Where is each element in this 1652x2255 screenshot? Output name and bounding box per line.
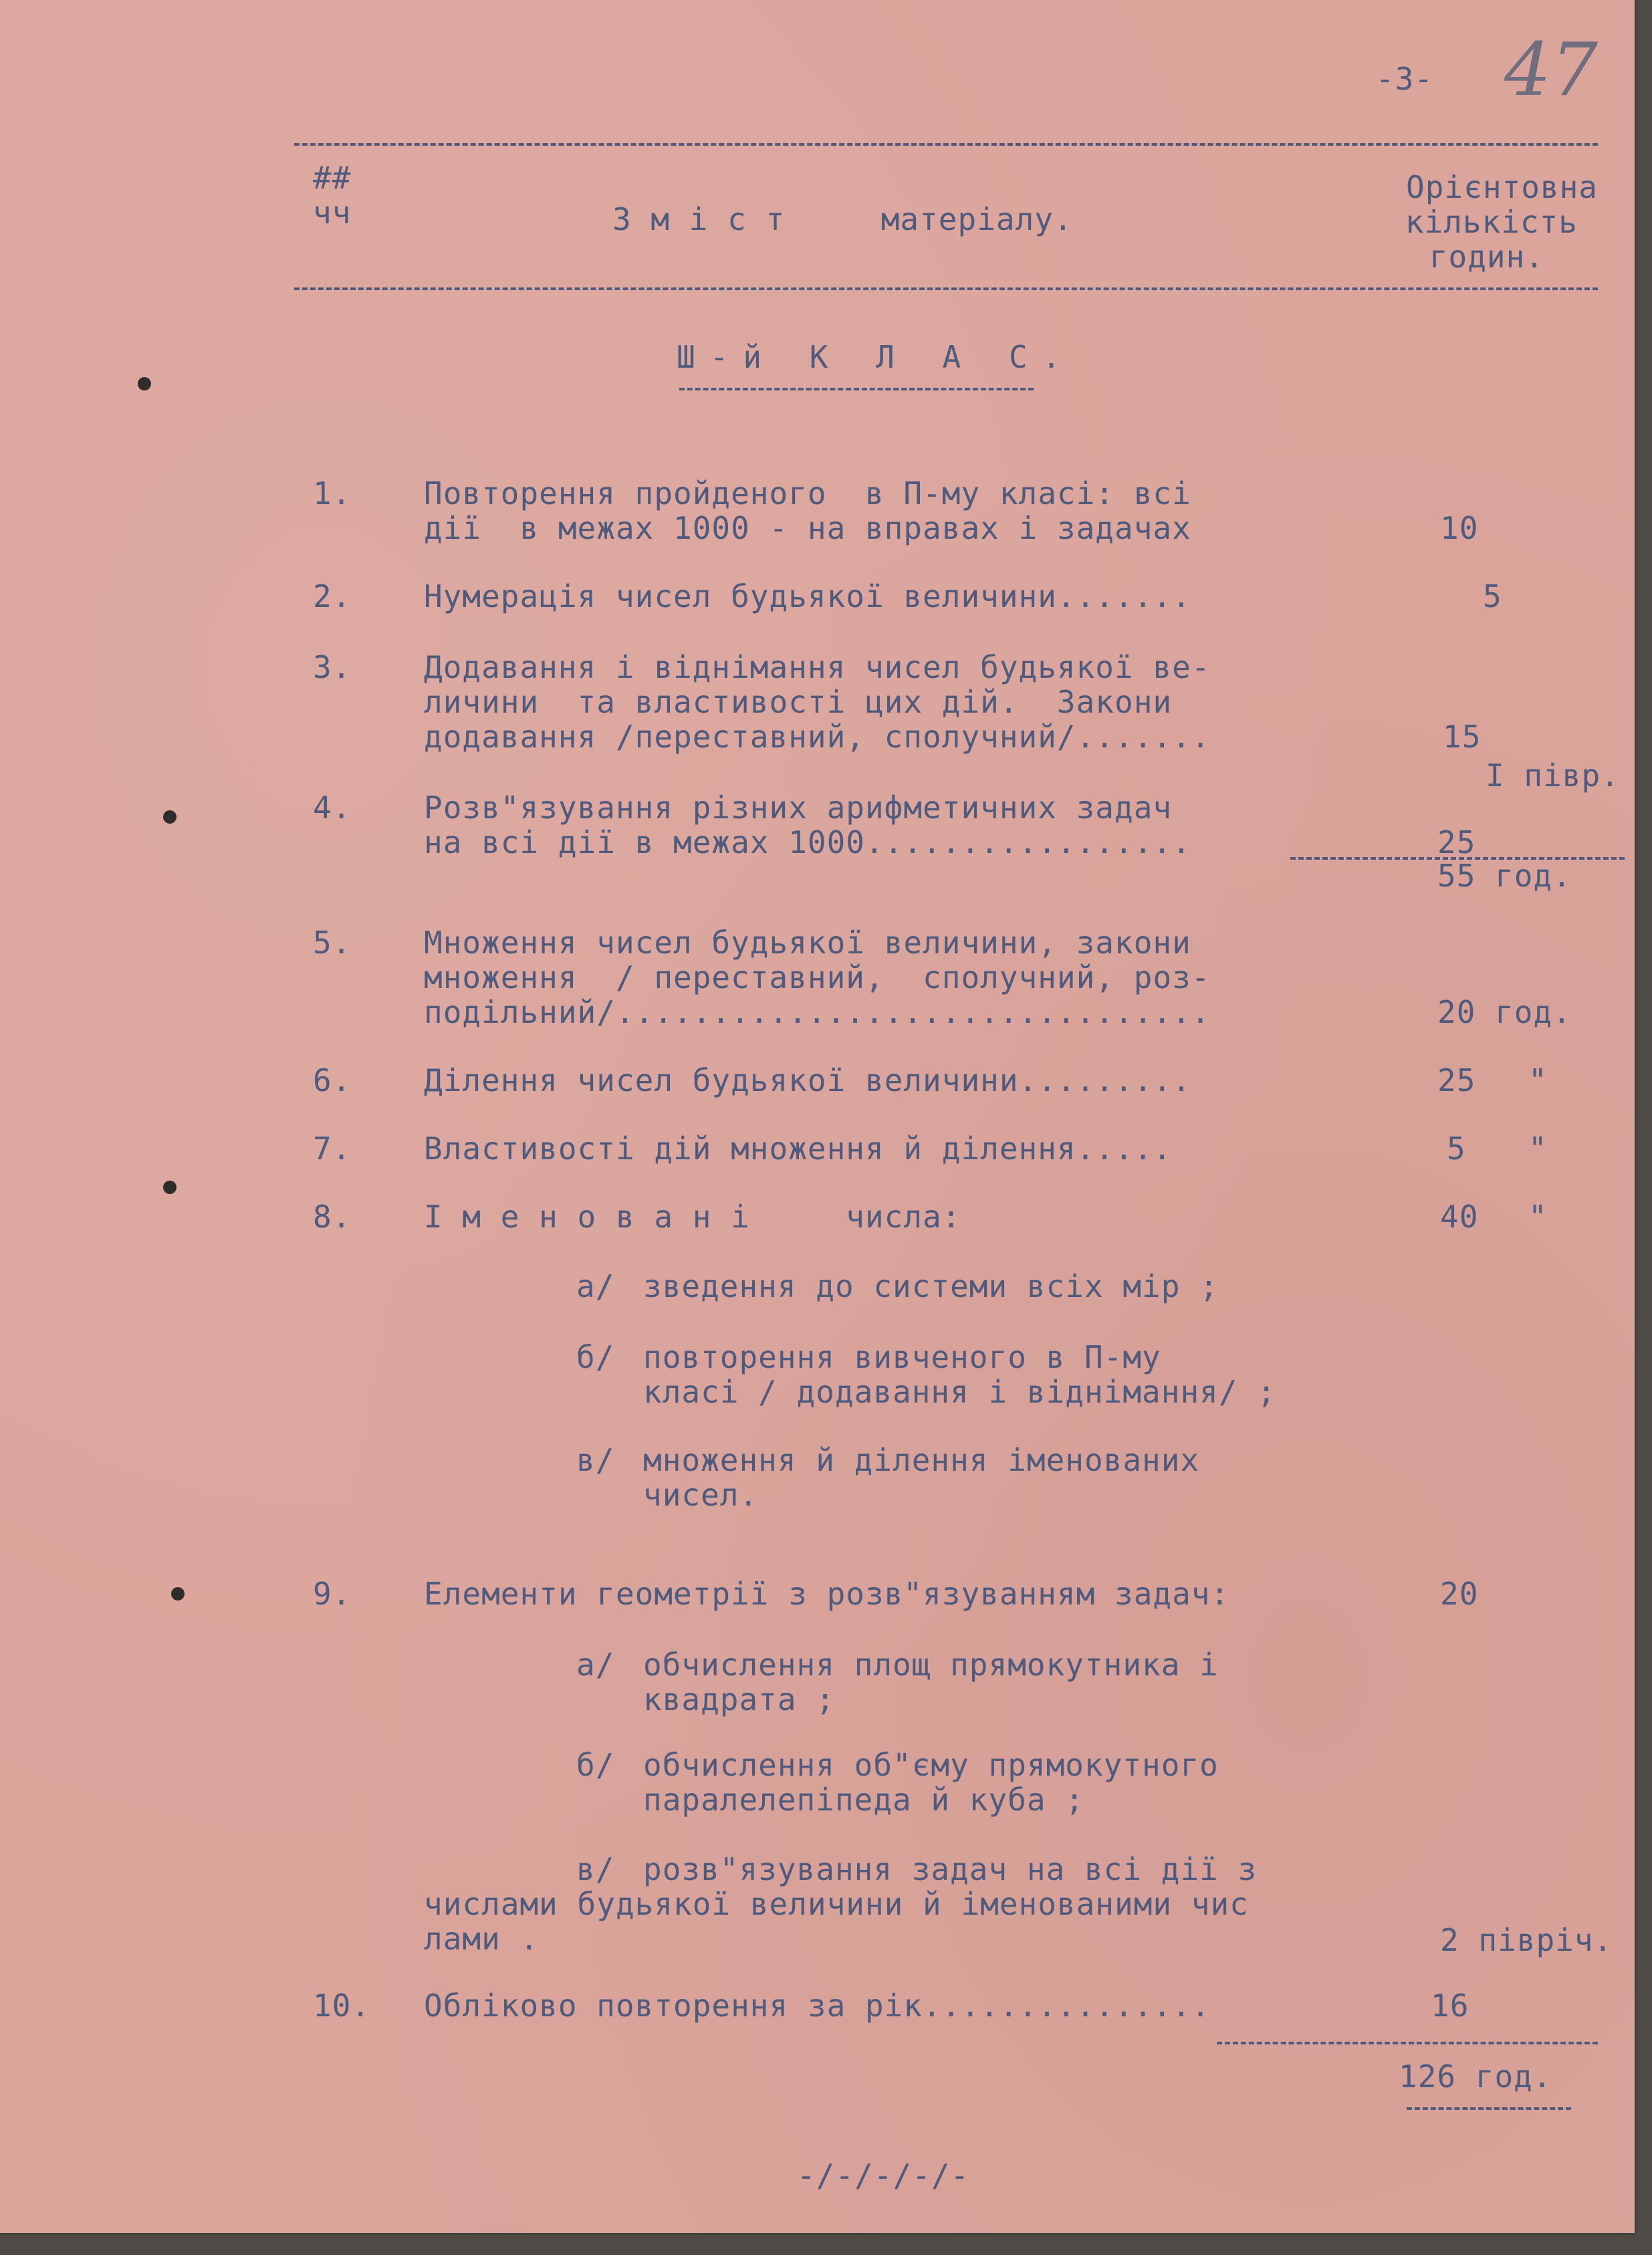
item-text: Обліково повторення за рік............... (424, 1988, 1211, 2024)
item-text: дії в межах 1000 - на вправах і задачах (424, 510, 1191, 546)
item-text: Додавання і віднімання чисел будьякої ве- (424, 649, 1211, 685)
punch-hole (163, 810, 176, 824)
total-rule (1217, 2042, 1598, 2044)
item-hours: 25 (1437, 1062, 1476, 1098)
item-number: 7. (313, 1131, 352, 1167)
subitem-text: чисел. (643, 1477, 759, 1513)
total-underline (1407, 2107, 1571, 2110)
item-number: 9. (313, 1576, 352, 1612)
item-number: 2. (313, 578, 352, 614)
header-rule-bottom (294, 287, 1598, 290)
header-number-label: ## (313, 160, 352, 196)
subitem-text: зведення до системи всіх мір ; (643, 1268, 1219, 1304)
subitem-text: числами будьякої величини й іменованими чис (424, 1886, 1249, 1922)
item-text: личини та властивості цих дій. Закони (424, 684, 1173, 720)
item-number: 1. (313, 475, 352, 511)
item-number: 5. (313, 925, 352, 961)
item-number: 8. (313, 1199, 352, 1235)
folio-number: 47 (1504, 27, 1598, 112)
item-text: множення / переставний, сполучний, роз- (424, 959, 1211, 995)
item-hours: 40 (1440, 1199, 1479, 1235)
ditto-mark: " (1528, 1131, 1548, 1167)
item-hours: 20 год. (1437, 994, 1572, 1030)
section-title: Ш-й К Л А С. (677, 339, 1076, 375)
subitem-text: розв"язування задач на всі дії з (643, 1851, 1258, 1887)
subitem-text: класі / додавання і віднімання/ ; (643, 1374, 1276, 1410)
ditto-mark: " (1528, 1062, 1548, 1098)
header-hours-label: годин. (1429, 239, 1544, 275)
item-hours: 15 (1443, 719, 1482, 755)
subitem-text: паралелепіпеда й куба ; (643, 1782, 1084, 1818)
item-text: Елементи геометрії з розв"язуванням задач: (424, 1576, 1230, 1612)
punch-hole (171, 1587, 185, 1600)
header-content-label: З м і с т матеріалу. (612, 201, 1073, 237)
item-hours: 10 (1440, 510, 1479, 546)
subitem-mark: а/ (576, 1647, 615, 1683)
item-hours: 20 (1440, 1576, 1479, 1612)
subtotal: 55 год. (1437, 858, 1572, 894)
item-text: на всі дії в межах 1000................. (424, 824, 1191, 860)
subitem-text: обчислення площ прямокутника і (643, 1647, 1219, 1683)
item-number: 3. (313, 649, 352, 685)
page-footer: -/-/-/-/- (797, 2157, 970, 2193)
header-number-label: чч (313, 195, 352, 231)
item-text: І м е н о в а н і числа: (424, 1199, 961, 1235)
item-text: Розв"язування різних арифметичних задач (424, 790, 1173, 826)
subitem-text: обчислення об"єму прямокутного (643, 1747, 1219, 1783)
subitem-mark: б/ (576, 1339, 615, 1375)
item-text: Повторення пройденого в П-му класі: всі (424, 475, 1191, 511)
item-text: Властивості дій множення й ділення..... (424, 1131, 1173, 1167)
header-hours-label: кількість (1405, 204, 1578, 240)
item-number: 6. (313, 1062, 352, 1098)
item-text: Нумерація чисел будьякої величини....... (424, 578, 1191, 614)
header-rule-top (294, 143, 1598, 146)
subitem-text: множення й ділення іменованих (643, 1442, 1200, 1478)
page-number: -3- (1376, 61, 1434, 97)
subitem-mark: в/ (576, 1851, 615, 1887)
item-text: Множення чисел будьякої величини, закони (424, 925, 1191, 961)
item-number: 10. (313, 1988, 371, 2024)
semester-note: 2 півріч. (1440, 1922, 1613, 1958)
subitem-text: лами . (424, 1921, 540, 1957)
punch-hole (138, 377, 151, 390)
item-hours: 5 (1447, 1131, 1466, 1167)
subitem-mark: а/ (576, 1268, 615, 1304)
item-hours: 25 (1437, 824, 1476, 860)
subitem-mark: в/ (576, 1442, 615, 1478)
header-hours-label: Орієнтовна (1406, 169, 1598, 205)
section-title-underline (679, 388, 1034, 390)
item-text: Ділення чисел будьякої величини......... (424, 1062, 1191, 1098)
item-text: подільний/............................... (424, 994, 1211, 1030)
subitem-mark: б/ (576, 1747, 615, 1783)
item-text: додавання /переставний, сполучний/....... (424, 719, 1211, 755)
ditto-mark: " (1528, 1199, 1548, 1235)
subitem-text: повторення вивченого в П-му (643, 1339, 1161, 1375)
item-hours: 5 (1483, 578, 1502, 614)
total-hours: 126 год. (1399, 2058, 1552, 2095)
punch-hole (163, 1181, 176, 1194)
item-number: 4. (313, 790, 352, 826)
item-hours: 16 (1431, 1988, 1469, 2024)
subitem-text: квадрата ; (643, 1681, 835, 1717)
semester-note: I півр. (1486, 757, 1620, 794)
